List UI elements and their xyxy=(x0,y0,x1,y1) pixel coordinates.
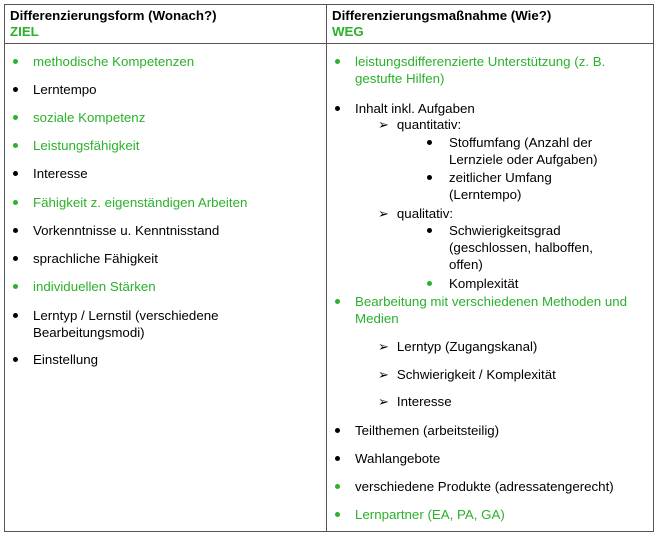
bullet-icon xyxy=(13,256,18,261)
bullet-icon xyxy=(13,228,18,233)
list-item xyxy=(13,222,303,239)
list-item xyxy=(13,307,303,341)
sub-list-item-text: qualitativ: xyxy=(396,206,454,221)
bullet-icon xyxy=(13,59,18,64)
list-item xyxy=(13,194,303,211)
bullet-icon xyxy=(13,200,18,205)
arrow-bullet-icon: ➢ xyxy=(378,394,389,409)
list-item-text: Wahlangebote xyxy=(355,451,441,466)
bullet-icon xyxy=(427,228,432,233)
list-item-text: soziale Kompetenz xyxy=(33,110,146,125)
list-item-text: Interesse xyxy=(33,166,88,181)
list-item xyxy=(13,165,303,182)
list-item xyxy=(13,81,303,98)
sub-sub-list-item-text: Stoffumfang (Anzahl der Lernziele oder Aufgaben) xyxy=(449,135,598,167)
list-item-text: sprachliche Fähigkeit xyxy=(33,251,158,266)
sub-list-item xyxy=(378,338,537,355)
bullet-icon xyxy=(427,140,432,145)
list-item xyxy=(13,109,303,126)
list-item-text: individuellen Stärken xyxy=(33,279,156,294)
bullet-icon xyxy=(13,284,18,289)
bullet-icon xyxy=(335,512,340,517)
sub-sub-list-item xyxy=(427,275,518,292)
left-header xyxy=(5,5,327,44)
bullet-icon xyxy=(13,357,18,362)
list-item-text: Bearbeitung mit verschiedenen Methoden und Medien xyxy=(355,294,628,326)
list-item-text: verschiedene Produkte (adressatengerecht) xyxy=(355,479,614,494)
arrow-bullet-icon: ➢ xyxy=(378,206,389,221)
sub-list-item-text: Schwierigkeit / Komplexität xyxy=(396,367,556,382)
sub-sub-list-item xyxy=(427,134,627,168)
list-item-text: Lernpartner (EA, PA, GA) xyxy=(355,507,505,522)
sub-list-item xyxy=(378,366,556,383)
sub-sub-list-item-text: Schwierigkeitsgrad (geschlossen, halboffen, offen) xyxy=(449,223,593,272)
arrow-bullet-icon: ➢ xyxy=(378,367,389,382)
header-row xyxy=(5,5,654,44)
body-row xyxy=(5,44,654,532)
right-header-title: Differenzierungsmaßnahme (Wie?) xyxy=(332,8,552,23)
arrow-bullet-icon: ➢ xyxy=(378,117,389,132)
left-cell xyxy=(5,44,327,532)
sub-list-item xyxy=(378,393,452,410)
right-header-subtitle: WEG xyxy=(332,24,364,39)
arrow-bullet-icon: ➢ xyxy=(378,339,389,354)
bullet-icon xyxy=(13,171,18,176)
list-item xyxy=(335,53,635,87)
list-item-text: Vorkenntnisse u. Kenntnisstand xyxy=(33,223,220,238)
differentiation-table xyxy=(4,4,654,532)
list-item-text: methodische Kompetenzen xyxy=(33,54,195,69)
sub-list-item-text: Interesse xyxy=(396,394,452,409)
list-item-text: Teilthemen (arbeitsteilig) xyxy=(355,423,500,438)
list-item xyxy=(335,478,614,495)
sub-sub-list-item-text: zeitlicher Umfang (Lerntempo) xyxy=(449,170,552,202)
right-header xyxy=(327,5,654,44)
sub-list-item-text: Lerntyp (Zugangskanal) xyxy=(396,339,538,354)
list-item xyxy=(13,278,303,295)
list-item-text: Fähigkeit z. eigenständigen Arbeiten xyxy=(33,195,248,210)
bullet-icon xyxy=(335,299,340,304)
bullet-icon xyxy=(427,175,432,180)
sub-list-item-text: quantitativ: xyxy=(396,117,462,132)
list-item xyxy=(13,53,303,70)
bullet-icon xyxy=(13,313,18,318)
list-item xyxy=(335,422,499,439)
bullet-icon xyxy=(335,59,340,64)
left-header-title: Differenzierungsform (Wonach?) xyxy=(10,8,217,23)
list-item xyxy=(13,250,303,267)
list-item-text: Inhalt inkl. Aufgaben xyxy=(355,101,475,116)
list-item xyxy=(13,137,303,154)
left-header-subtitle: ZIEL xyxy=(10,24,39,39)
list-item xyxy=(335,506,505,523)
bullet-icon xyxy=(335,428,340,433)
list-item-text: Leistungsfähigkeit xyxy=(33,138,140,153)
bullet-icon xyxy=(427,281,432,286)
bullet-icon xyxy=(13,87,18,92)
sub-sub-list-item xyxy=(427,169,627,203)
bullet-icon xyxy=(335,106,340,111)
sub-list-item xyxy=(378,116,461,133)
bullet-icon xyxy=(335,484,340,489)
sub-list-item xyxy=(378,205,453,222)
list-item-text: Lerntempo xyxy=(33,82,97,97)
sub-sub-list-item xyxy=(427,222,627,273)
list-item-text: leistungsdifferenzierte Unterstützung (z. B. gestufte Hilfen) xyxy=(355,54,606,86)
bullet-icon xyxy=(13,143,18,148)
list-item xyxy=(335,293,635,327)
sub-sub-list-item-text: Komplexität xyxy=(449,276,519,291)
bullet-icon xyxy=(13,115,18,120)
list-item xyxy=(335,450,440,467)
list-item-text: Einstellung xyxy=(33,352,99,367)
right-cell xyxy=(327,44,654,532)
list-item xyxy=(13,351,303,368)
bullet-icon xyxy=(335,456,340,461)
list-item-text: Lerntyp / Lernstil (verschiedene Bearbeitungsmodi) xyxy=(33,308,219,340)
list-item xyxy=(335,100,475,117)
